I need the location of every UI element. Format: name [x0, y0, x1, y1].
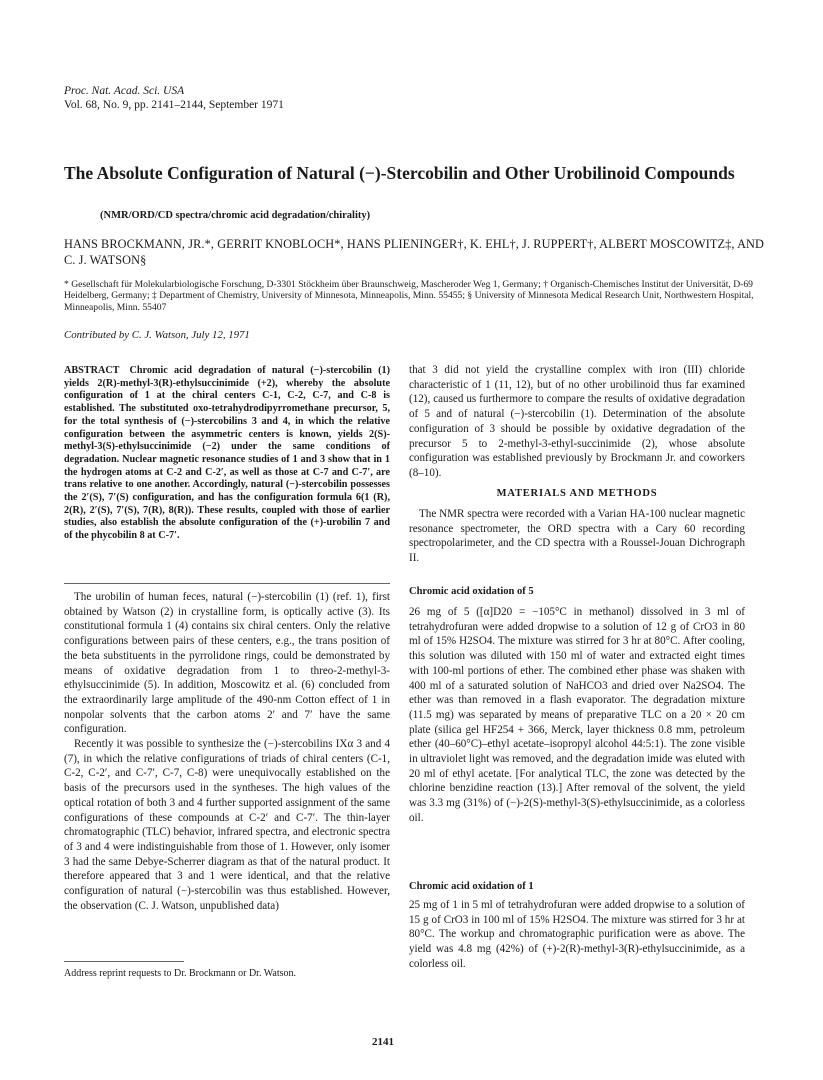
oxidation-1-paragraph: 25 mg of 1 in 5 ml of tetrahydrofuran were added dropwise to a solution of 15 g of CrO3 in 100 ml of 15% H2SO4. The mixture was stirred for 3 hr at 80°C. The workup and chromatographic purification were as above. The yield was 4.8 mg (42%) of (+)-2(R)-methyl-3(R)-ethylsuccinimide, as a colorless oil. [409, 899, 745, 970]
subsection-text-oxidation-5 [409, 605, 745, 826]
methods-heading: MATERIALS AND METHODS [496, 488, 658, 499]
footnote: Address reprint requests to Dr. Brockmann or Dr. Watson. [64, 968, 297, 979]
journal-name: Proc. Nat. Acad. Sci. USA [64, 85, 185, 97]
intro-paragraph: The urobilin of human feces, natural (−)-stercobilin (1) (ref. 1), first obtained by Watson (2) in crystalline form, is optically active (3). Its constitutional formula 1 (4) contains six chiral centers. Only the relative configurations between pairs of these centers, e.g., the trans position of the beta substituents in the pyrrolidone rings, could be demonstrated by means of oxidative degradation from 1 to threo-2-methyl-3-ethylsuccinimide (5). In addition, Moscowitz et al. (6) concluded from the extraordinarily large amplitude of the 490-nm Cotton effect of 1 in nonpolar solvents that the carbon atoms 2′ and 7′ have the same configuration. [64, 591, 390, 736]
abstract [64, 365, 390, 543]
methods-paragraph: The NMR spectra were recorded with a Varian HA-100 nuclear magnetic resonance spectrometer, the ORD spectra with a Cary 60 recording spectropolarimeter, and the CD spectra with a Roussel-Jouan Dichrograph II. [409, 508, 745, 565]
author-list: HANS BROCKMANN, JR.*, GERRIT KNOBLOCH*, HANS PLIENINGER†, K. EHL†, J. RUPPERT†, ALBERT MOSCOWITZ‡, AND C. J. WATSON§ [64, 237, 765, 267]
oxidation-5-paragraph: 26 mg of 5 ([α]D20 = −105°C in methanol) dissolved in 3 ml of tetrahydrofuran were added dropwise to a solution of 12 g of CrO3 in 80 ml of 15% H2SO4. The mixture was stirred for 3 hr at 80°C. After cooling, this solution was diluted with 150 ml of water and extracted eight times with 100-ml portions of ether. The combined ether phase was shaken with 400 ml of a saturated solution of NaHCO3 and dried over Na2SO4. The ether was than removed in a flash evaporator. The degradation mixture (11.5 mg) was separated by means of preparative TLC on a 20 × 20 cm plate (silica gel HF254 + 366, Merck, layer thickness 0.8 mm, petroleum ether (40–60°C)–ethyl acetate–isopropyl alcohol 44:5:1). The zone visible in ultraviolet light was removed, and the degradation imide was eluted with 20 ml of ethyl acetate. [For analytical TLC, the zone was detected by the chlorine benzidine reaction (13).] After removal of the solvent, the yield was 3.3 mg (31%) of (−)-2(S)-methyl-3(S)-ethylsuccinimide, as a colorless oil. [409, 606, 745, 824]
intro-continued [409, 363, 745, 481]
contributed-line: Contributed by C. J. Watson, July 12, 1971 [64, 329, 250, 341]
affiliations: * Gesellschaft für Molekularbiologische Forschung, D-3301 Stöckheim über Braunschweig, Mascheroder Weg 1, Germany; † Organisch-Chemisches Institut der Universität, D-69 Heidelberg, Germany; ‡ Department of Chemistry, University of Minnesota, Minneapolis, Minn. 55455; § University of Minnesota Medical Research Unit, Northwestern Hospital, Minneapolis, Minn. 55407 [64, 279, 754, 313]
introduction [64, 590, 390, 913]
abstract-text: Chromic acid degradation of natural (−)-stercobilin (1) yields 2(R)-methyl-3(R)-ethylsuccinimide (+2), whereby the absolute configuration of 1 at the chiral centers C-1, C-2, C-7, and C-8 is established. The substituted oxo-tetrahydrodipyrromethane precursor, 5, for the total synthesis of (−)-stercobilins 3 and 4, in which the relative configuration between the asymmetric centers is known, yields 2(S)-methyl-3(S)-ethylsuccinimide (−2) under the same conditions of degradation. Nuclear magnetic resonance studies of 1 and 3 show that in 1 the hydrogen atoms at C-2 and C-2′, as well as those at C-7 and C-7′, are trans relative to one another. Accordingly, natural (−)-stercobilin possesses the 2′(S), 7′(S) configuration, and has the configuration formula 6(1 (R), 2(R), 2′(S), 7′(S), 7(R), 8(R)). These results, coupled with those of earlier studies, also establish the absolute configuration of the (+)-urobilin 7 and of the phycobilin 8 at C-7′. [64, 365, 390, 542]
subsection-text-oxidation-1 [409, 898, 745, 972]
intro-continued-paragraph: that 3 did not yield the crystalline complex with iron (III) chloride characteristic of 1 (11, 12), but of no other urobilinoid thus far examined (12), caused us furthermore to compare the results of oxidative degradation of 5 and of natural (−)-stercobilin (1). Determination of the absolute configuration of 3 should be possible by oxidative degradation of the precursor 5 to 2-methyl-3-ethyl-succinimide (2), whose absolute configuration was established previously by Brockmann Jr. and coworkers (8–10). [409, 364, 745, 479]
abstract-divider [64, 583, 390, 584]
subsection-heading-oxidation-1: Chromic acid oxidation of 1 [409, 881, 534, 892]
paper-subtitle: (NMR/ORD/CD spectra/chromic acid degradation/chirality) [100, 210, 371, 221]
methods-text [409, 507, 745, 566]
abstract-label: ABSTRACT [64, 365, 120, 376]
journal-header [64, 84, 284, 112]
paper-title: The Absolute Configuration of Natural (−)-Stercobilin and Other Urobilinoid Compounds [64, 163, 735, 183]
journal-citation: Vol. 68, No. 9, pp. 2141–2144, September 1971 [64, 99, 284, 111]
footnote-divider [64, 961, 184, 962]
page-number: 2141 [372, 1036, 394, 1048]
subsection-heading-oxidation-5: Chromic acid oxidation of 5 [409, 586, 534, 597]
intro-paragraph: Recently it was possible to synthesize the (−)-stercobilins IXα 3 and 4 (7), in which the relative configurations of triads of chiral centers (C-1, C-2, C-2′, and C-7′, C-7, C-8) were unequivocally established on the basis of the precursors used in the syntheses. The high values of the optical rotation of both 3 and 4 further supported assignment of the same configurations of these compounds at C-2′ and C-7′. The thin-layer chromatographic (TLC) behavior, infrared spectra, and electronic spectra of 3 and 4 were indistinguishable from those of 1. However, only isomer 3 had the same Debye-Scherrer diagram as that of the natural product. It therefore appeared that 3 and 1 were identical, and that the relative configuration of natural (−)-stercobilin was thus established. However, the observation (C. J. Watson, unpublished data) [64, 738, 390, 912]
